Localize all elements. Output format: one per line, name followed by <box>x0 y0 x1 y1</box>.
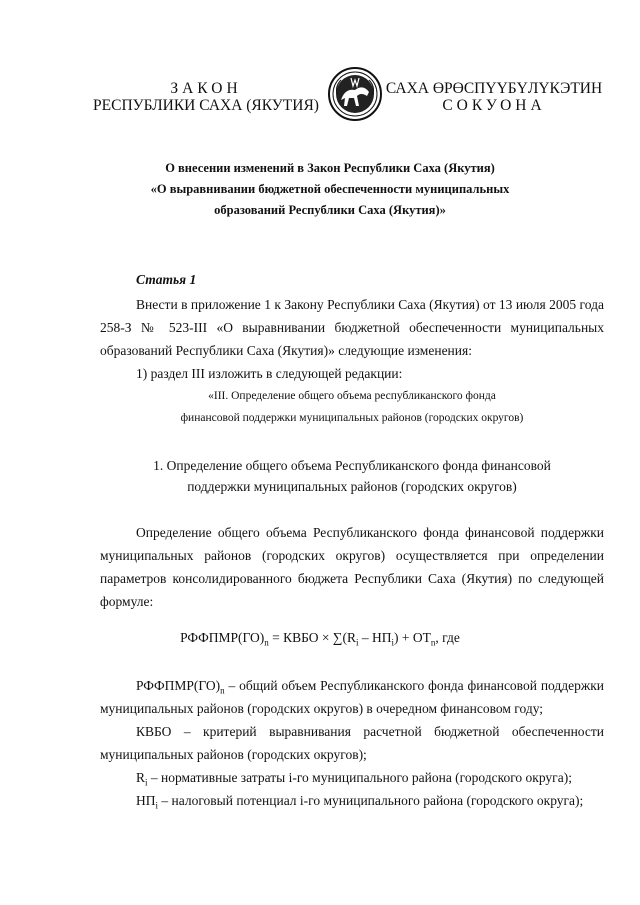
definition-line: муниципальных районов (городских округов); <box>100 747 367 762</box>
definition-line: муниципальных районов (городских округов) в очередном финансовом году; <box>100 701 544 716</box>
formula-part: = КВБО × ∑(R <box>268 630 356 645</box>
definition-text: – нормативные затраты i-го муниципального района (городского округа); <box>147 770 572 785</box>
title-line: О внесении изменений в Закон Республики Саха (Якутия) <box>165 161 495 175</box>
title-line: образований Республики Саха (Якутия)» <box>214 203 446 217</box>
subsection-heading-line: 1. Определение общего объема Республиканского фонда финансовой <box>153 458 551 473</box>
definition-line <box>136 791 604 816</box>
definition-term: НП <box>136 793 156 808</box>
definition-subscript: n <box>220 685 225 696</box>
header-right <box>384 80 604 114</box>
formula-subscript: i <box>356 637 359 648</box>
subsection-heading-line: поддержки муниципальных районов (городских округов) <box>187 479 517 494</box>
list-item: 1) раздел III изложить в следующей редакции: <box>136 366 403 381</box>
section-heading-line: финансовой поддержки муниципальных районов (городских округов) <box>180 412 524 424</box>
paragraph-line: Внести в приложение 1 к Закону Республики Саха (Якутия) от 13 июля 2005 года <box>136 297 604 312</box>
paragraph-line: образований Республики Саха (Якутия)» следующие изменения: <box>100 343 472 358</box>
formula-subscript: n <box>430 637 436 648</box>
formula-part: – НП <box>358 630 392 645</box>
article-heading: Статья 1 <box>136 272 197 287</box>
definition-term: РФФПМР(ГО) <box>136 678 221 693</box>
formula-part: РФФПМР(ГО) <box>180 630 265 645</box>
paragraph-line: 258-З № 523-III «О выравнивании бюджетной обеспеченности муниципальных <box>100 320 604 335</box>
coat-of-arms-icon <box>327 66 383 122</box>
definition-line: КВБО – критерий выравнивания расчетной бюджетной обеспеченности <box>136 724 604 739</box>
header-republic-label: РЕСПУБЛИКИ САХА (ЯКУТИЯ) <box>93 97 319 114</box>
formula-subscript: i <box>391 637 395 648</box>
title-line: «О выравнивании бюджетной обеспеченности муниципальных <box>150 182 510 196</box>
header-yakut-republic-label: САХА ӨРӨСПҮҮБҮЛҮКЭТИН <box>385 80 603 97</box>
definition-term: R <box>136 770 146 785</box>
document-title <box>40 158 620 221</box>
header-left <box>86 80 326 114</box>
header-yakut-law-label: СОКУОНА <box>442 97 546 114</box>
definition-line <box>136 676 604 701</box>
paragraph-line: параметров консолидированного бюджета Республики Саха (Якутия) по следующей <box>100 571 604 586</box>
paragraph-line: муниципальных районов (городских округов) осуществляется при определении <box>100 548 604 563</box>
definition-text: – налоговый потенциал i-го муниципального района (городского округа); <box>158 793 584 808</box>
definition-subscript: i <box>145 777 148 788</box>
header-law-label: ЗАКОН <box>170 80 242 97</box>
formula <box>0 630 640 648</box>
formula-part: ) + ОТ <box>394 630 431 645</box>
definition-subscript: i <box>155 800 159 811</box>
section-heading-line: «III. Определение общего объема республиканского фонда <box>208 390 496 402</box>
paragraph-line: Определение общего объема Республиканского фонда финансовой поддержки <box>136 525 604 540</box>
formula-subscript: n <box>264 637 269 648</box>
paragraph-line: формуле: <box>100 594 154 609</box>
formula-part: , где <box>435 630 460 645</box>
definition-text: – общий объем Республиканского фонда финансовой поддержки <box>224 678 604 693</box>
definition-line <box>136 768 604 793</box>
